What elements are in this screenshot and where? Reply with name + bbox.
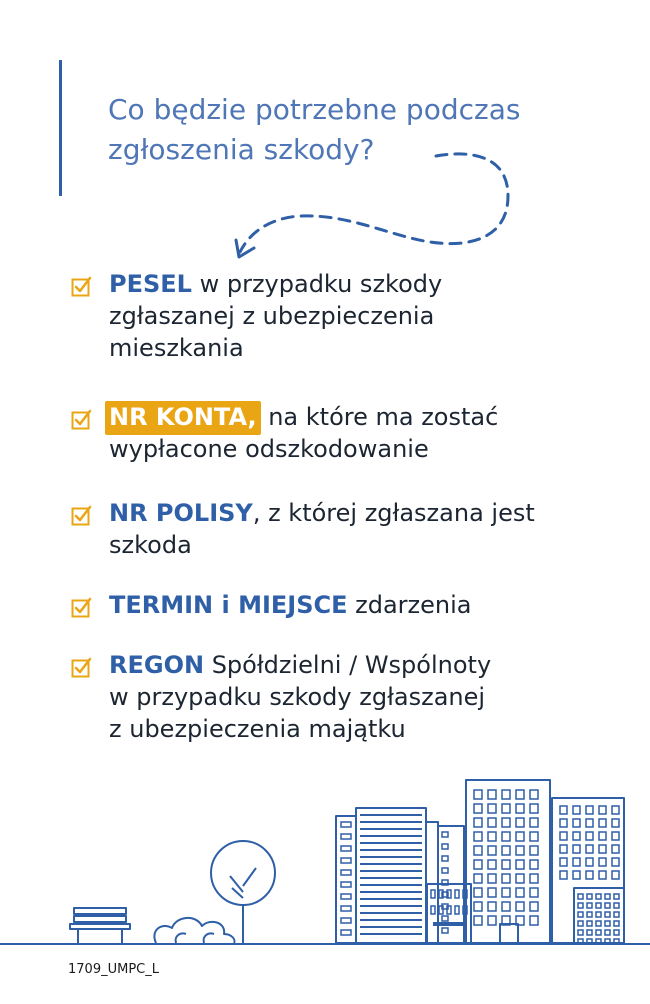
checked-box-icon xyxy=(71,409,93,431)
building-window xyxy=(614,921,619,926)
item-text: mieszkania xyxy=(109,334,244,362)
building-window xyxy=(488,888,496,897)
building-window xyxy=(596,894,601,899)
building-window xyxy=(488,846,496,855)
item-text: , z której zgłaszana jest xyxy=(252,499,535,527)
item-text: z ubezpieczenia majątku xyxy=(109,715,406,743)
building-window xyxy=(474,832,482,841)
building-window xyxy=(599,858,606,866)
item-text: w przypadku szkody zgłaszanej xyxy=(109,683,486,711)
building-window xyxy=(587,894,592,899)
building-window xyxy=(614,894,619,899)
building-window xyxy=(573,806,580,814)
building-window xyxy=(360,828,422,830)
building-window xyxy=(360,933,422,935)
heading-line-2: zgłoszenia szkody? xyxy=(108,133,375,166)
building-window xyxy=(516,818,524,827)
building-window xyxy=(573,832,580,840)
building-window xyxy=(455,906,459,914)
tree-icon xyxy=(211,841,275,943)
item-text: zgłaszanej z ubezpieczenia xyxy=(109,302,435,330)
building-window xyxy=(612,832,619,840)
building-window xyxy=(516,902,524,911)
item-keyword: REGON xyxy=(109,651,205,679)
building-window xyxy=(488,790,496,799)
building-window xyxy=(578,921,583,926)
building-window xyxy=(341,930,351,935)
building-window xyxy=(586,871,593,879)
bush-icon xyxy=(154,918,234,943)
building-window xyxy=(488,832,496,841)
building-window xyxy=(614,903,619,908)
building-window xyxy=(360,877,422,879)
list-item xyxy=(68,401,628,465)
document-code: 1709_UMPC_L xyxy=(68,962,159,977)
list-item xyxy=(68,589,628,621)
building-window xyxy=(516,790,524,799)
building-window xyxy=(560,871,567,879)
building-window xyxy=(516,888,524,897)
building-window xyxy=(516,804,524,813)
building-window xyxy=(341,882,351,887)
building-window xyxy=(530,916,538,925)
building-window xyxy=(360,884,422,886)
item-text: Spółdzielni / Wspólnoty xyxy=(204,651,492,679)
building-window xyxy=(516,846,524,855)
building-window xyxy=(612,871,619,879)
dashed-curved-arrow-icon xyxy=(0,0,650,270)
heading-line-1: Co będzie potrzebne podczas xyxy=(108,93,521,126)
building-window xyxy=(605,930,610,935)
building-window xyxy=(502,818,510,827)
building-window xyxy=(596,903,601,908)
building-window xyxy=(586,858,593,866)
building-window xyxy=(605,903,610,908)
building-window xyxy=(360,912,422,914)
building-window xyxy=(447,890,451,898)
building-window xyxy=(442,868,448,873)
building-window xyxy=(605,921,610,926)
building-window xyxy=(341,870,351,875)
building-window xyxy=(530,790,538,799)
building-window xyxy=(442,856,448,861)
building-window xyxy=(587,930,592,935)
building-window xyxy=(587,903,592,908)
building-window xyxy=(530,846,538,855)
building-window xyxy=(474,874,482,883)
item-keyword: NR POLISY xyxy=(109,499,253,527)
building-window xyxy=(360,898,422,900)
list-item xyxy=(68,649,628,745)
building-window xyxy=(502,874,510,883)
building-window xyxy=(341,918,351,923)
building-window xyxy=(614,912,619,917)
building-window xyxy=(439,906,443,914)
building-window xyxy=(586,832,593,840)
building-window xyxy=(530,860,538,869)
building-window xyxy=(442,928,448,933)
building-window xyxy=(573,845,580,853)
building-window xyxy=(341,846,351,851)
building-window xyxy=(360,849,422,851)
building-window xyxy=(530,874,538,883)
building-window xyxy=(599,819,606,827)
building-window xyxy=(586,806,593,814)
building-window xyxy=(474,902,482,911)
building-window xyxy=(442,844,448,849)
building-window xyxy=(474,888,482,897)
building-windows xyxy=(341,790,619,944)
building-window xyxy=(586,819,593,827)
building-window xyxy=(502,846,510,855)
building-window xyxy=(360,891,422,893)
building-window xyxy=(433,922,465,926)
building-window xyxy=(341,822,351,827)
building-window xyxy=(439,890,443,898)
building-window xyxy=(431,890,435,898)
checked-box-icon xyxy=(71,657,93,679)
building-window xyxy=(474,860,482,869)
item-text: wypłacone odszkodowanie xyxy=(109,435,429,463)
building-window xyxy=(502,790,510,799)
building-window xyxy=(488,804,496,813)
building-window xyxy=(587,921,592,926)
building-window xyxy=(474,818,482,827)
item-keyword-highlighted: NR KONTA, xyxy=(105,401,261,435)
requirements-list xyxy=(68,268,628,745)
building-window xyxy=(502,860,510,869)
building-window xyxy=(360,821,422,823)
building-window xyxy=(502,832,510,841)
building-window xyxy=(360,842,422,844)
building-window xyxy=(596,912,601,917)
building-window xyxy=(502,902,510,911)
building-window xyxy=(599,871,606,879)
building-window xyxy=(360,926,422,928)
item-text: w przypadku szkody xyxy=(191,270,443,298)
building-window xyxy=(530,818,538,827)
building-window xyxy=(530,832,538,841)
building-window xyxy=(360,905,422,907)
building-window xyxy=(442,832,448,837)
building-window xyxy=(442,916,448,921)
building-window xyxy=(530,888,538,897)
list-item xyxy=(68,268,628,364)
item-text: na które ma zostać xyxy=(260,403,499,431)
checked-box-icon xyxy=(71,276,93,298)
building-window xyxy=(573,858,580,866)
checked-box-icon xyxy=(71,597,93,619)
building-window xyxy=(447,906,451,914)
building-window xyxy=(573,871,580,879)
building-window xyxy=(488,902,496,911)
building-window xyxy=(474,916,482,925)
building-window xyxy=(560,806,567,814)
building-window xyxy=(530,804,538,813)
item-text: szkoda xyxy=(109,531,192,559)
building-window xyxy=(341,906,351,911)
building-window xyxy=(578,903,583,908)
building-window xyxy=(573,819,580,827)
building-window xyxy=(474,846,482,855)
building-window xyxy=(612,819,619,827)
building-window xyxy=(488,818,496,827)
building-window xyxy=(578,930,583,935)
building-window xyxy=(596,930,601,935)
building-window xyxy=(578,912,583,917)
building-window xyxy=(612,806,619,814)
building-window xyxy=(560,858,567,866)
building-window xyxy=(586,845,593,853)
building-window xyxy=(605,912,610,917)
building-window xyxy=(612,845,619,853)
building-window xyxy=(560,819,567,827)
item-text: zdarzenia xyxy=(347,591,472,619)
bench-icon xyxy=(70,908,130,943)
building-window xyxy=(502,804,510,813)
building-window xyxy=(612,858,619,866)
building-window xyxy=(605,894,610,899)
building-window xyxy=(341,858,351,863)
building-window xyxy=(474,790,482,799)
building-window xyxy=(599,845,606,853)
building-window xyxy=(431,906,435,914)
building-window xyxy=(341,894,351,899)
checked-box-icon xyxy=(71,505,93,527)
building-window xyxy=(587,912,592,917)
building-window xyxy=(488,874,496,883)
building-window xyxy=(360,870,422,872)
building-window xyxy=(516,860,524,869)
building-window xyxy=(360,919,422,921)
building-window xyxy=(442,880,448,885)
building-window xyxy=(488,860,496,869)
building-window xyxy=(360,863,422,865)
building-window xyxy=(599,806,606,814)
city-scene-illustration xyxy=(0,770,650,945)
ground-line xyxy=(0,943,650,945)
building-window xyxy=(516,832,524,841)
building-window xyxy=(360,814,422,816)
building-window xyxy=(341,834,351,839)
building-window xyxy=(614,930,619,935)
building-window xyxy=(599,832,606,840)
building-window xyxy=(578,894,583,899)
list-item xyxy=(68,497,628,561)
building-window xyxy=(474,804,482,813)
building-window xyxy=(488,916,496,925)
building-window xyxy=(502,888,510,897)
building-window xyxy=(360,835,422,837)
item-keyword: TERMIN i MIEJSCE xyxy=(109,591,348,619)
building-window xyxy=(560,832,567,840)
building-window xyxy=(360,856,422,858)
building-window xyxy=(560,845,567,853)
building-window xyxy=(455,890,459,898)
building-window xyxy=(530,902,538,911)
item-keyword: PESEL xyxy=(109,270,192,298)
building-window xyxy=(516,874,524,883)
building-window xyxy=(596,921,601,926)
